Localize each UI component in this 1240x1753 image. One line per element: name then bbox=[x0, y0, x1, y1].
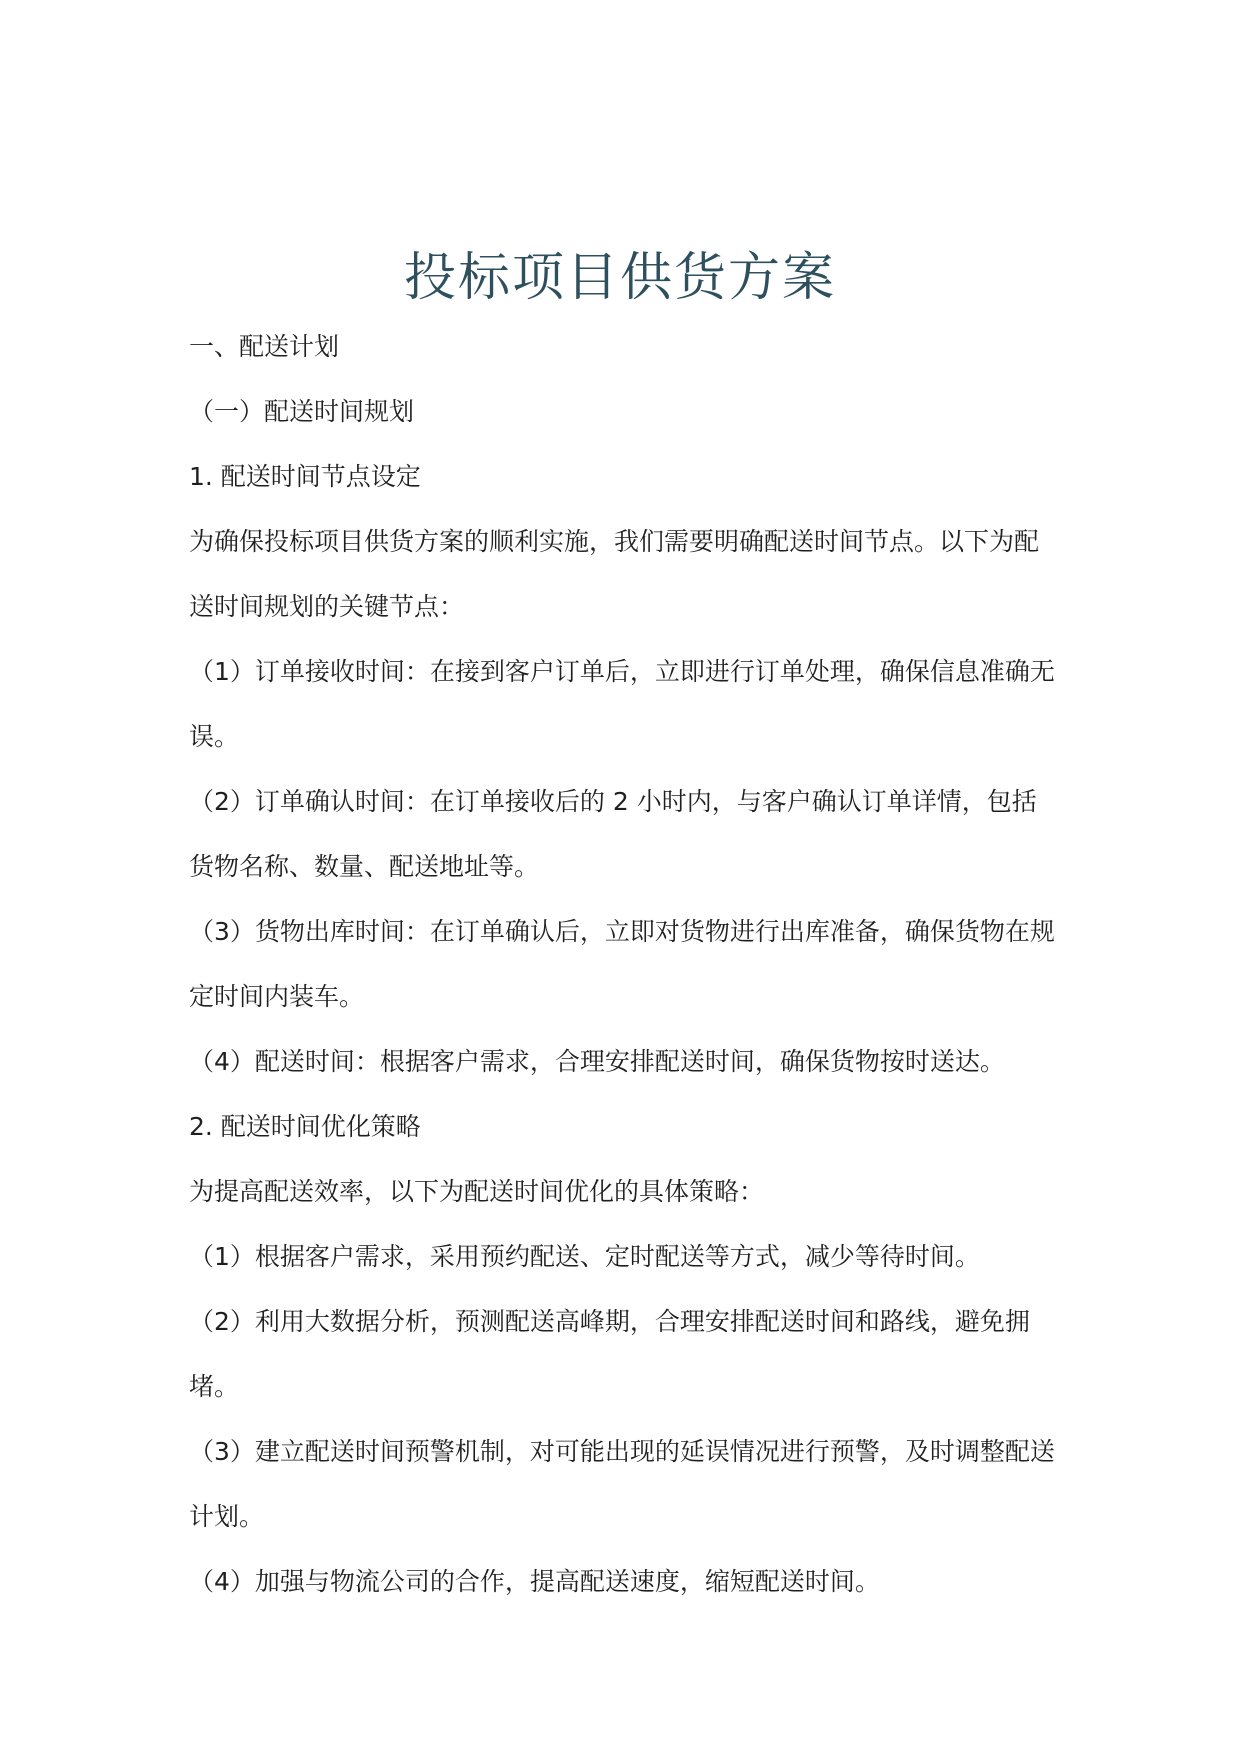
section-heading: 一、配送计划 bbox=[189, 332, 340, 361]
paragraph-line: （1）订单接收时间：在接到客户订单后，立即进行订单处理，确保信息准确无 bbox=[189, 657, 1055, 686]
item-heading: 2. 配送时间优化策略 bbox=[189, 1112, 421, 1141]
paragraph-line: （3）货物出库时间：在订单确认后，立即对货物进行出库准备，确保货物在规 bbox=[189, 917, 1055, 946]
paragraph-line: （4）配送时间：根据客户需求，合理安排配送时间，确保货物按时送达。 bbox=[189, 1047, 1005, 1076]
paragraph-line: （2）利用大数据分析，预测配送高峰期，合理安排配送时间和路线，避免拥 bbox=[189, 1307, 1030, 1336]
paragraph-line: （4）加强与物流公司的合作，提高配送速度，缩短配送时间。 bbox=[189, 1567, 880, 1596]
paragraph-line: 误。 bbox=[189, 722, 240, 751]
paragraph-line: 为提高配送效率，以下为配送时间优化的具体策略： bbox=[189, 1177, 765, 1206]
paragraph-line: 定时间内装车。 bbox=[189, 982, 365, 1011]
document-body bbox=[189, 314, 1059, 1614]
paragraph-line: 货物名称、数量、配送地址等。 bbox=[189, 852, 540, 881]
paragraph-line: 送时间规划的关键节点： bbox=[189, 592, 465, 621]
subsection-heading: （一）配送时间规划 bbox=[189, 397, 415, 426]
document-title: 投标项目供货方案 bbox=[403, 247, 836, 308]
paragraph-line: （3）建立配送时间预警机制，对可能出现的延误情况进行预警，及时调整配送 bbox=[189, 1437, 1055, 1466]
paragraph-line: 计划。 bbox=[189, 1502, 265, 1531]
paragraph-line: （2）订单确认时间：在订单接收后的 2 小时内，与客户确认订单详情，包括 bbox=[189, 787, 1037, 816]
paragraph-line: 堵。 bbox=[189, 1372, 240, 1401]
paragraph-line: （1）根据客户需求，采用预约配送、定时配送等方式，减少等待时间。 bbox=[189, 1242, 980, 1271]
paragraph-line: 为确保投标项目供货方案的顺利实施，我们需要明确配送时间节点。以下为配 bbox=[189, 527, 1040, 556]
item-heading: 1. 配送时间节点设定 bbox=[189, 462, 421, 491]
